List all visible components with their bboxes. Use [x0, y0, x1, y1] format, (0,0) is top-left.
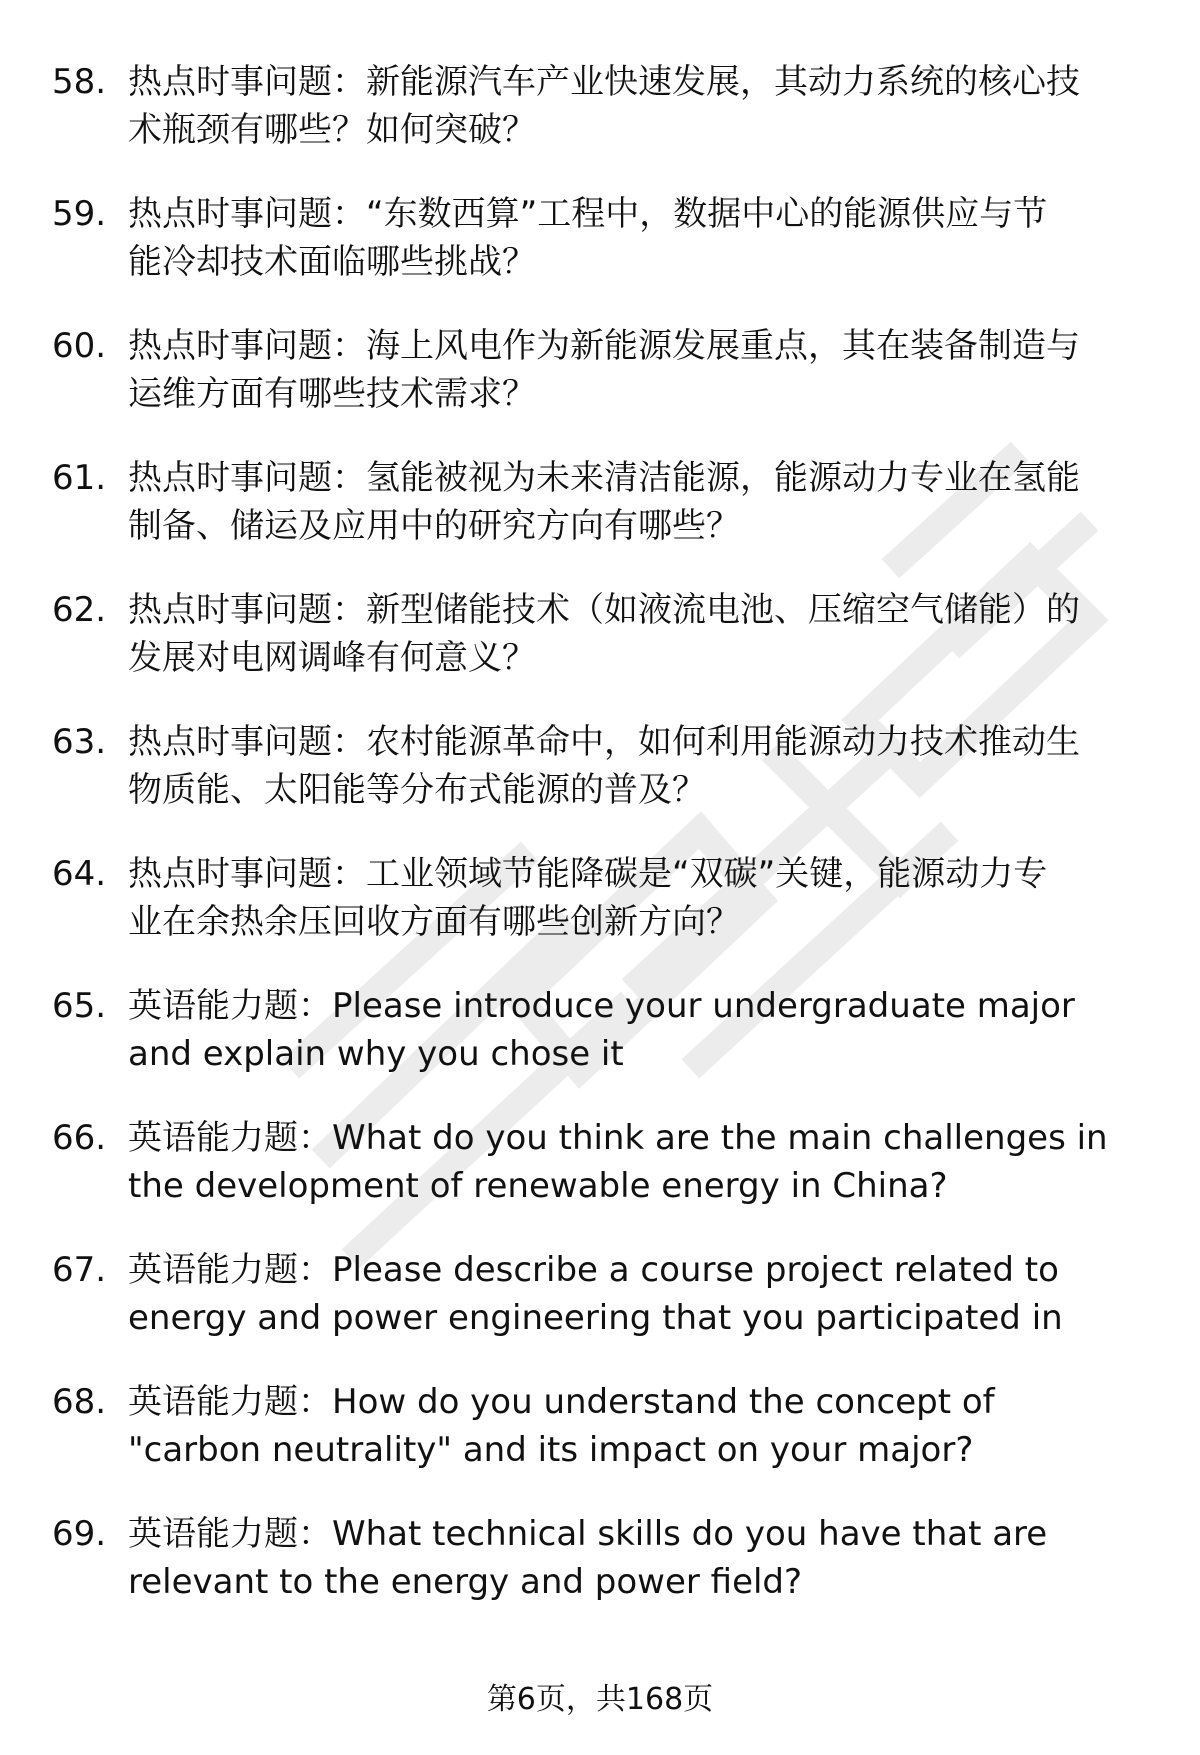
question-number: 68. — [52, 1382, 107, 1422]
question-number: 67. — [52, 1250, 107, 1290]
question-item — [52, 718, 1148, 850]
question-list — [52, 58, 1148, 1642]
question-text — [128, 586, 1148, 682]
question-text-line: 制备、储运及应用中的研究方向有哪些？ — [128, 506, 740, 546]
question-text-line: and explain why you chose it — [128, 1034, 624, 1074]
question-text — [128, 1246, 1148, 1342]
question-text — [128, 58, 1148, 154]
question-item — [52, 454, 1148, 586]
question-text-line: 热点时事问题：工业领域节能降碳是“双碳”关键，能源动力专 — [128, 854, 1048, 894]
question-text-line: 发展对电网调峰有何意义？ — [128, 638, 536, 678]
question-text-line: 英语能力题：What technical skills do you have that are — [128, 1514, 1048, 1554]
page-number-footer: 第6页，共168页 — [486, 1682, 714, 1717]
question-item — [52, 322, 1148, 454]
question-text-line: 热点时事问题：海上风电作为新能源发展重点，其在装备制造与 — [128, 326, 1080, 366]
question-number: 58. — [52, 62, 107, 102]
question-text-line: 运维方面有哪些技术需求？ — [128, 374, 536, 414]
question-text — [128, 718, 1148, 814]
question-item — [52, 1378, 1148, 1510]
question-text-line: 热点时事问题：“东数西算”工程中，数据中心的能源供应与节 — [128, 194, 1048, 234]
question-text-line: 英语能力题：Please introduce your undergraduate major — [128, 986, 1075, 1026]
question-item — [52, 850, 1148, 982]
question-text — [128, 1378, 1148, 1474]
question-text-line: energy and power engineering that you participated in — [128, 1298, 1063, 1338]
question-item — [52, 1114, 1148, 1246]
question-text-line: 英语能力题：What do you think are the main challenges in — [128, 1118, 1108, 1158]
question-item — [52, 982, 1148, 1114]
question-number: 64. — [52, 854, 107, 894]
question-text-line: 英语能力题：Please describe a course project related to — [128, 1250, 1059, 1290]
question-number: 65. — [52, 986, 107, 1026]
question-text-line: relevant to the energy and power field? — [128, 1562, 803, 1602]
question-text — [128, 322, 1148, 418]
question-item — [52, 58, 1148, 190]
question-number: 59. — [52, 194, 107, 234]
question-text-line: the development of renewable energy in China? — [128, 1166, 948, 1206]
question-item — [52, 190, 1148, 322]
question-item — [52, 1510, 1148, 1642]
question-text-line: 热点时事问题：新型储能技术（如液流电池、压缩空气储能）的 — [128, 590, 1080, 630]
question-text-line: "carbon neutrality" and its impact on your major? — [128, 1430, 974, 1470]
question-text — [128, 1114, 1148, 1210]
question-text — [128, 454, 1148, 550]
question-item — [52, 1246, 1148, 1378]
question-text-line: 能冷却技术面临哪些挑战？ — [128, 242, 536, 282]
question-text — [128, 1510, 1148, 1606]
question-text-line: 热点时事问题：农村能源革命中，如何利用能源动力技术推动生 — [128, 722, 1080, 762]
question-text-line: 热点时事问题：新能源汽车产业快速发展，其动力系统的核心技 — [128, 62, 1080, 102]
question-number: 60. — [52, 326, 107, 366]
question-number: 62. — [52, 590, 107, 630]
question-text — [128, 190, 1148, 286]
question-text-line: 术瓶颈有哪些？如何突破？ — [128, 110, 536, 150]
question-text — [128, 982, 1148, 1078]
question-text-line: 物质能、太阳能等分布式能源的普及？ — [128, 770, 706, 810]
question-item — [52, 586, 1148, 718]
question-number: 69. — [52, 1514, 107, 1554]
question-text — [128, 850, 1148, 946]
question-text-line: 英语能力题：How do you understand the concept of — [128, 1382, 995, 1422]
question-number: 66. — [52, 1118, 107, 1158]
question-number: 63. — [52, 722, 107, 762]
question-number: 61. — [52, 458, 107, 498]
question-text-line: 热点时事问题：氢能被视为未来清洁能源，能源动力专业在氢能 — [128, 458, 1080, 498]
question-text-line: 业在余热余压回收方面有哪些创新方向？ — [128, 902, 740, 942]
